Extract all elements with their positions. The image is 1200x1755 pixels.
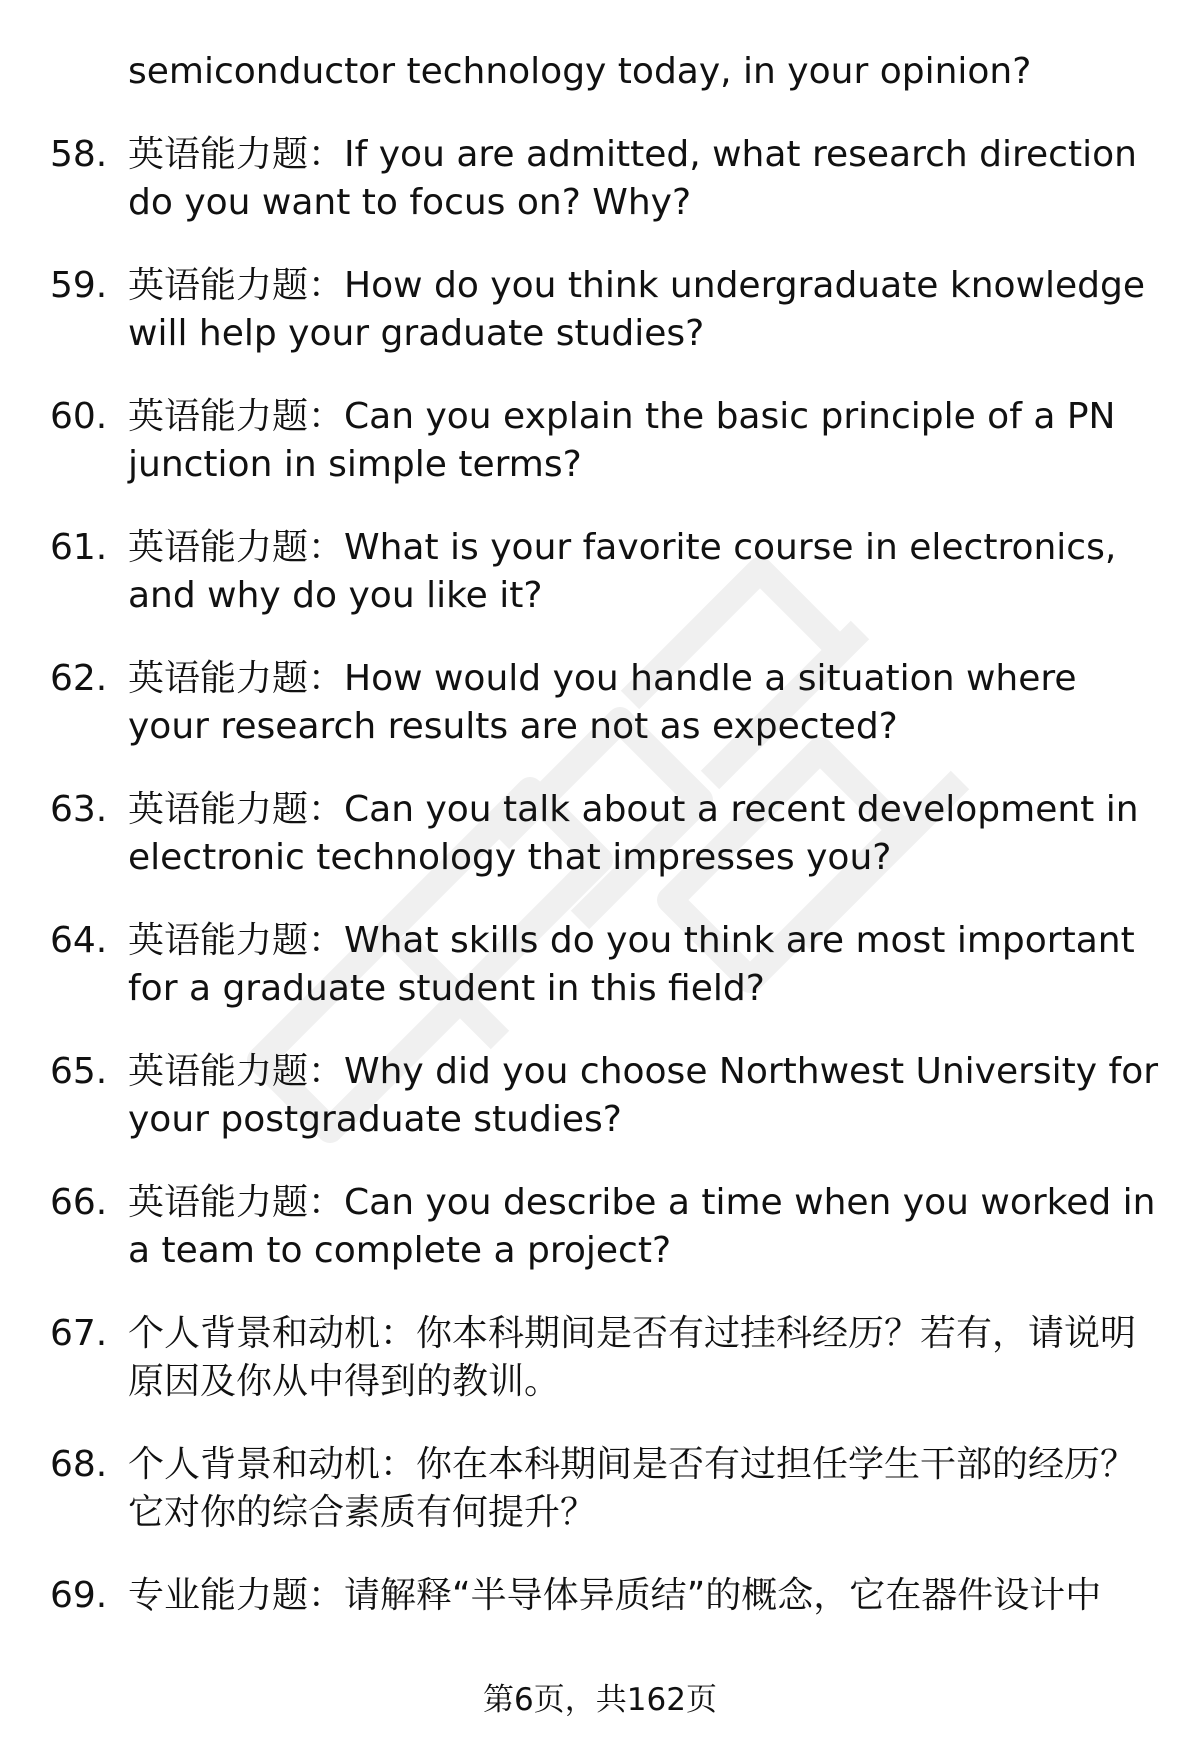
question-item xyxy=(0,1048,1163,1144)
question-text: 英语能力题：If you are admitted, what research direction do you want to focus on? Why? xyxy=(128,134,1137,223)
question-number: 59. xyxy=(50,265,108,306)
question-number: 62. xyxy=(50,658,108,699)
question-number: 69. xyxy=(50,1575,108,1616)
question-text: 英语能力题：Can you describe a time when you worked in a team to complete a project? xyxy=(128,1182,1156,1271)
question-text: 专业能力题：请解释“半导体异质结”的概念，它在器件设计中 xyxy=(128,1575,1102,1616)
question-text: 英语能力题：Why did you choose Northwest University for your postgraduate studies? xyxy=(128,1051,1159,1140)
question-item xyxy=(0,1310,1163,1406)
question-number: 64. xyxy=(50,920,108,961)
question-number: 67. xyxy=(50,1313,108,1354)
question-list xyxy=(0,48,1200,1620)
question-item xyxy=(0,393,1163,489)
question-text: 英语能力题：Can you explain the basic principle of a PN junction in simple terms? xyxy=(128,396,1116,485)
question-item xyxy=(0,131,1163,227)
question-text: 英语能力题：What skills do you think are most important for a graduate student in this field? xyxy=(128,920,1135,1009)
question-item xyxy=(0,786,1163,882)
question-item xyxy=(0,1441,1163,1537)
question-number: 65. xyxy=(50,1051,108,1092)
question-text: 英语能力题：How do you think undergraduate knowledge will help your graduate studies? xyxy=(128,265,1146,354)
question-item xyxy=(0,917,1163,1013)
question-number: 68. xyxy=(50,1444,108,1485)
question-item xyxy=(0,524,1163,620)
question-text: 英语能力题：What is your favorite course in electronics, and why do you like it? xyxy=(128,527,1117,616)
question-text: 英语能力题：How would you handle a situation where your research results are not as expected? xyxy=(128,658,1077,747)
question-number: 66. xyxy=(50,1182,108,1223)
question-item xyxy=(0,1572,1163,1620)
question-text: 个人背景和动机：你本科期间是否有过挂科经历？若有，请说明原因及你从中得到的教训。 xyxy=(128,1313,1137,1402)
question-number: 63. xyxy=(50,789,108,830)
question-number: 60. xyxy=(50,396,108,437)
question-text: 英语能力题：Can you talk about a recent development in electronic technology that impresses you? xyxy=(128,789,1139,878)
question-number: 61. xyxy=(50,527,108,568)
page-footer: 第6页，共162页 xyxy=(483,1682,717,1718)
question-number: 58. xyxy=(50,134,108,175)
continued-question-text: semiconductor technology today, in your opinion? xyxy=(128,51,1032,92)
question-item xyxy=(0,655,1163,751)
question-item xyxy=(0,1179,1163,1275)
question-item xyxy=(0,262,1163,358)
question-text: 个人背景和动机：你在本科期间是否有过担任学生干部的经历？它对你的综合素质有何提升？ xyxy=(128,1444,1137,1533)
